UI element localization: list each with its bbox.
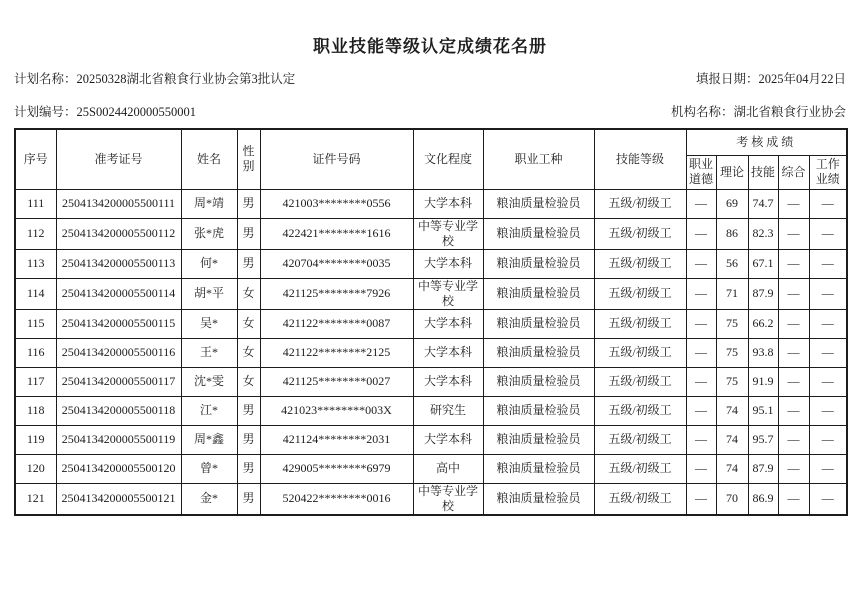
- cell-score-skill: 91.9: [748, 367, 778, 396]
- cell-skill-level: 五级/初级工: [594, 483, 686, 515]
- cell-id-number: 420704********0035: [260, 249, 413, 278]
- cell-score-skill: 95.1: [748, 396, 778, 425]
- cell-skill-level: 五级/初级工: [594, 338, 686, 367]
- header-id-number: 证件号码: [260, 129, 413, 189]
- cell-occupation: 粮油质量检验员: [483, 396, 594, 425]
- cell-name: 周*靖: [181, 189, 237, 218]
- cell-gender: 男: [237, 218, 260, 249]
- cell-skill-level: 五级/初级工: [594, 249, 686, 278]
- cell-gender: 女: [237, 338, 260, 367]
- cell-name: 周*鑫: [181, 425, 237, 454]
- report-date-label: 填报日期：: [695, 72, 759, 86]
- header-score-ethics: 职业道德: [686, 155, 716, 189]
- cell-score-performance: —: [809, 396, 847, 425]
- report-date: [696, 69, 846, 87]
- cell-occupation: 粮油质量检验员: [483, 338, 594, 367]
- cell-score-comprehensive: —: [778, 309, 809, 338]
- cell-occupation: 粮油质量检验员: [483, 278, 594, 309]
- meta-line-1: [14, 69, 846, 87]
- cell-id-number: 421124********2031: [260, 425, 413, 454]
- table-row: [15, 218, 847, 249]
- cell-education: 大学本科: [413, 338, 483, 367]
- cell-score-theory: 71: [716, 278, 748, 309]
- cell-score-ethics: —: [686, 278, 716, 309]
- cell-score-performance: —: [809, 338, 847, 367]
- cell-score-theory: 75: [716, 338, 748, 367]
- cell-name: 胡*平: [181, 278, 237, 309]
- cell-score-comprehensive: —: [778, 425, 809, 454]
- cell-id-number: 520422********0016: [260, 483, 413, 515]
- cell-name: 沈*雯: [181, 367, 237, 396]
- cell-score-performance: —: [809, 189, 847, 218]
- header-score-comprehensive: 综合: [778, 155, 809, 189]
- cell-education: 大学本科: [413, 309, 483, 338]
- cell-occupation: 粮油质量检验员: [483, 483, 594, 515]
- cell-gender: 男: [237, 396, 260, 425]
- cell-skill-level: 五级/初级工: [594, 367, 686, 396]
- cell-score-skill: 93.8: [748, 338, 778, 367]
- cell-score-comprehensive: —: [778, 338, 809, 367]
- cell-name: 王*: [181, 338, 237, 367]
- cell-occupation: 粮油质量检验员: [483, 454, 594, 483]
- table-row: [15, 278, 847, 309]
- cell-name: 张*虎: [181, 218, 237, 249]
- cell-score-performance: —: [809, 309, 847, 338]
- cell-gender: 女: [237, 309, 260, 338]
- cell-ticket: 2504134200005500112: [56, 218, 181, 249]
- cell-score-theory: 74: [716, 425, 748, 454]
- cell-gender: 女: [237, 367, 260, 396]
- cell-score-theory: 56: [716, 249, 748, 278]
- cell-score-comprehensive: —: [778, 483, 809, 515]
- cell-ticket: 2504134200005500120: [56, 454, 181, 483]
- cell-education: 中等专业学校: [413, 278, 483, 309]
- cell-gender: 女: [237, 278, 260, 309]
- header-skill-level: 技能等级: [594, 129, 686, 189]
- plan-code-value: 25S0024420000550001: [76, 105, 196, 119]
- cell-score-skill: 87.9: [748, 454, 778, 483]
- table-row: [15, 309, 847, 338]
- cell-score-performance: —: [809, 454, 847, 483]
- header-score-skill: 技能: [748, 155, 778, 189]
- cell-score-comprehensive: —: [778, 396, 809, 425]
- cell-seq: 112: [15, 218, 56, 249]
- meta-line-2: [14, 102, 846, 120]
- header-name: 姓名: [181, 129, 237, 189]
- header-score-performance: 工作业绩: [809, 155, 847, 189]
- cell-education: 高中: [413, 454, 483, 483]
- cell-score-comprehensive: —: [778, 189, 809, 218]
- header-education: 文化程度: [413, 129, 483, 189]
- header-score-theory: 理论: [716, 155, 748, 189]
- table-row: [15, 189, 847, 218]
- cell-education: 大学本科: [413, 249, 483, 278]
- cell-ticket: 2504134200005500117: [56, 367, 181, 396]
- plan-code: [14, 102, 196, 120]
- plan-name-label: 计划名称：: [14, 72, 77, 86]
- cell-skill-level: 五级/初级工: [594, 396, 686, 425]
- cell-gender: 男: [237, 189, 260, 218]
- table-row: [15, 367, 847, 396]
- cell-score-theory: 75: [716, 309, 748, 338]
- cell-seq: 120: [15, 454, 56, 483]
- cell-occupation: 粮油质量检验员: [483, 189, 594, 218]
- cell-score-theory: 69: [716, 189, 748, 218]
- header-ticket: 准考证号: [56, 129, 181, 189]
- table-row: [15, 249, 847, 278]
- cell-score-skill: 86.9: [748, 483, 778, 515]
- cell-score-ethics: —: [686, 309, 716, 338]
- cell-occupation: 粮油质量检验员: [483, 218, 594, 249]
- cell-score-performance: —: [809, 218, 847, 249]
- table-row: [15, 454, 847, 483]
- cell-score-ethics: —: [686, 483, 716, 515]
- cell-seq: 117: [15, 367, 56, 396]
- cell-name: 江*: [181, 396, 237, 425]
- org-name: [671, 102, 846, 120]
- cell-score-skill: 66.2: [748, 309, 778, 338]
- cell-score-theory: 74: [716, 454, 748, 483]
- plan-name-value: 20250328湖北省粮食行业协会第3批认定: [76, 72, 296, 86]
- header-occupation: 职业工种: [483, 129, 594, 189]
- org-name-label: 机构名称：: [670, 105, 734, 119]
- cell-skill-level: 五级/初级工: [594, 218, 686, 249]
- cell-name: 何*: [181, 249, 237, 278]
- cell-score-theory: 75: [716, 367, 748, 396]
- cell-ticket: 2504134200005500111: [56, 189, 181, 218]
- cell-score-performance: —: [809, 278, 847, 309]
- cell-id-number: 422421********1616: [260, 218, 413, 249]
- cell-gender: 男: [237, 425, 260, 454]
- cell-gender: 男: [237, 483, 260, 515]
- cell-score-skill: 95.7: [748, 425, 778, 454]
- cell-score-theory: 70: [716, 483, 748, 515]
- cell-skill-level: 五级/初级工: [594, 309, 686, 338]
- cell-education: 研究生: [413, 396, 483, 425]
- cell-score-skill: 74.7: [748, 189, 778, 218]
- cell-score-ethics: —: [686, 396, 716, 425]
- cell-id-number: 429005********6979: [260, 454, 413, 483]
- cell-score-performance: —: [809, 425, 847, 454]
- cell-score-skill: 87.9: [748, 278, 778, 309]
- cell-education: 大学本科: [413, 425, 483, 454]
- cell-id-number: 421125********7926: [260, 278, 413, 309]
- table-body: [15, 189, 847, 515]
- cell-score-comprehensive: —: [778, 249, 809, 278]
- cell-name: 金*: [181, 483, 237, 515]
- table-row: [15, 396, 847, 425]
- cell-education: 大学本科: [413, 189, 483, 218]
- cell-gender: 男: [237, 454, 260, 483]
- cell-education: 大学本科: [413, 367, 483, 396]
- cell-seq: 113: [15, 249, 56, 278]
- report-date-value: 2025年04月22日: [758, 72, 846, 86]
- cell-ticket: 2504134200005500113: [56, 249, 181, 278]
- header-seq: 序号: [15, 129, 56, 189]
- cell-occupation: 粮油质量检验员: [483, 425, 594, 454]
- table-row: [15, 338, 847, 367]
- page-title: 职业技能等级认定成绩花名册: [313, 37, 547, 56]
- cell-seq: 118: [15, 396, 56, 425]
- cell-score-performance: —: [809, 483, 847, 515]
- cell-score-ethics: —: [686, 425, 716, 454]
- cell-gender: 男: [237, 249, 260, 278]
- table-row: [15, 483, 847, 515]
- header-gender: 性别: [237, 129, 260, 189]
- cell-score-ethics: —: [686, 454, 716, 483]
- cell-score-skill: 82.3: [748, 218, 778, 249]
- cell-name: 吴*: [181, 309, 237, 338]
- cell-score-comprehensive: —: [778, 454, 809, 483]
- cell-occupation: 粮油质量检验员: [483, 367, 594, 396]
- cell-occupation: 粮油质量检验员: [483, 249, 594, 278]
- header-score-group: 考核成绩: [686, 129, 847, 155]
- cell-skill-level: 五级/初级工: [594, 425, 686, 454]
- cell-ticket: 2504134200005500115: [56, 309, 181, 338]
- cell-score-ethics: —: [686, 189, 716, 218]
- cell-score-ethics: —: [686, 338, 716, 367]
- cell-score-comprehensive: —: [778, 218, 809, 249]
- cell-score-ethics: —: [686, 249, 716, 278]
- cell-seq: 111: [15, 189, 56, 218]
- cell-ticket: 2504134200005500114: [56, 278, 181, 309]
- cell-id-number: 421003********0556: [260, 189, 413, 218]
- cell-score-comprehensive: —: [778, 278, 809, 309]
- cell-education: 中等专业学校: [413, 483, 483, 515]
- cell-education: 中等专业学校: [413, 218, 483, 249]
- cell-score-theory: 86: [716, 218, 748, 249]
- cell-ticket: 2504134200005500121: [56, 483, 181, 515]
- cell-skill-level: 五级/初级工: [594, 454, 686, 483]
- cell-id-number: 421023********003X: [260, 396, 413, 425]
- cell-score-performance: —: [809, 249, 847, 278]
- cell-seq: 114: [15, 278, 56, 309]
- cell-score-skill: 67.1: [748, 249, 778, 278]
- cell-score-performance: —: [809, 367, 847, 396]
- cell-id-number: 421122********2125: [260, 338, 413, 367]
- cell-skill-level: 五级/初级工: [594, 189, 686, 218]
- org-name-value: 湖北省粮食行业协会: [733, 105, 846, 119]
- cell-id-number: 421125********0027: [260, 367, 413, 396]
- plan-code-label: 计划编号：: [14, 105, 77, 119]
- cell-ticket: 2504134200005500116: [56, 338, 181, 367]
- cell-id-number: 421122********0087: [260, 309, 413, 338]
- cell-ticket: 2504134200005500119: [56, 425, 181, 454]
- cell-name: 曾*: [181, 454, 237, 483]
- cell-occupation: 粮油质量检验员: [483, 309, 594, 338]
- cell-ticket: 2504134200005500118: [56, 396, 181, 425]
- cell-score-ethics: —: [686, 218, 716, 249]
- cell-skill-level: 五级/初级工: [594, 278, 686, 309]
- plan-name: [14, 69, 295, 87]
- roster-table: [14, 128, 848, 516]
- cell-score-ethics: —: [686, 367, 716, 396]
- cell-seq: 121: [15, 483, 56, 515]
- cell-seq: 116: [15, 338, 56, 367]
- cell-score-theory: 74: [716, 396, 748, 425]
- cell-score-comprehensive: —: [778, 367, 809, 396]
- cell-seq: 119: [15, 425, 56, 454]
- cell-seq: 115: [15, 309, 56, 338]
- table-row: [15, 425, 847, 454]
